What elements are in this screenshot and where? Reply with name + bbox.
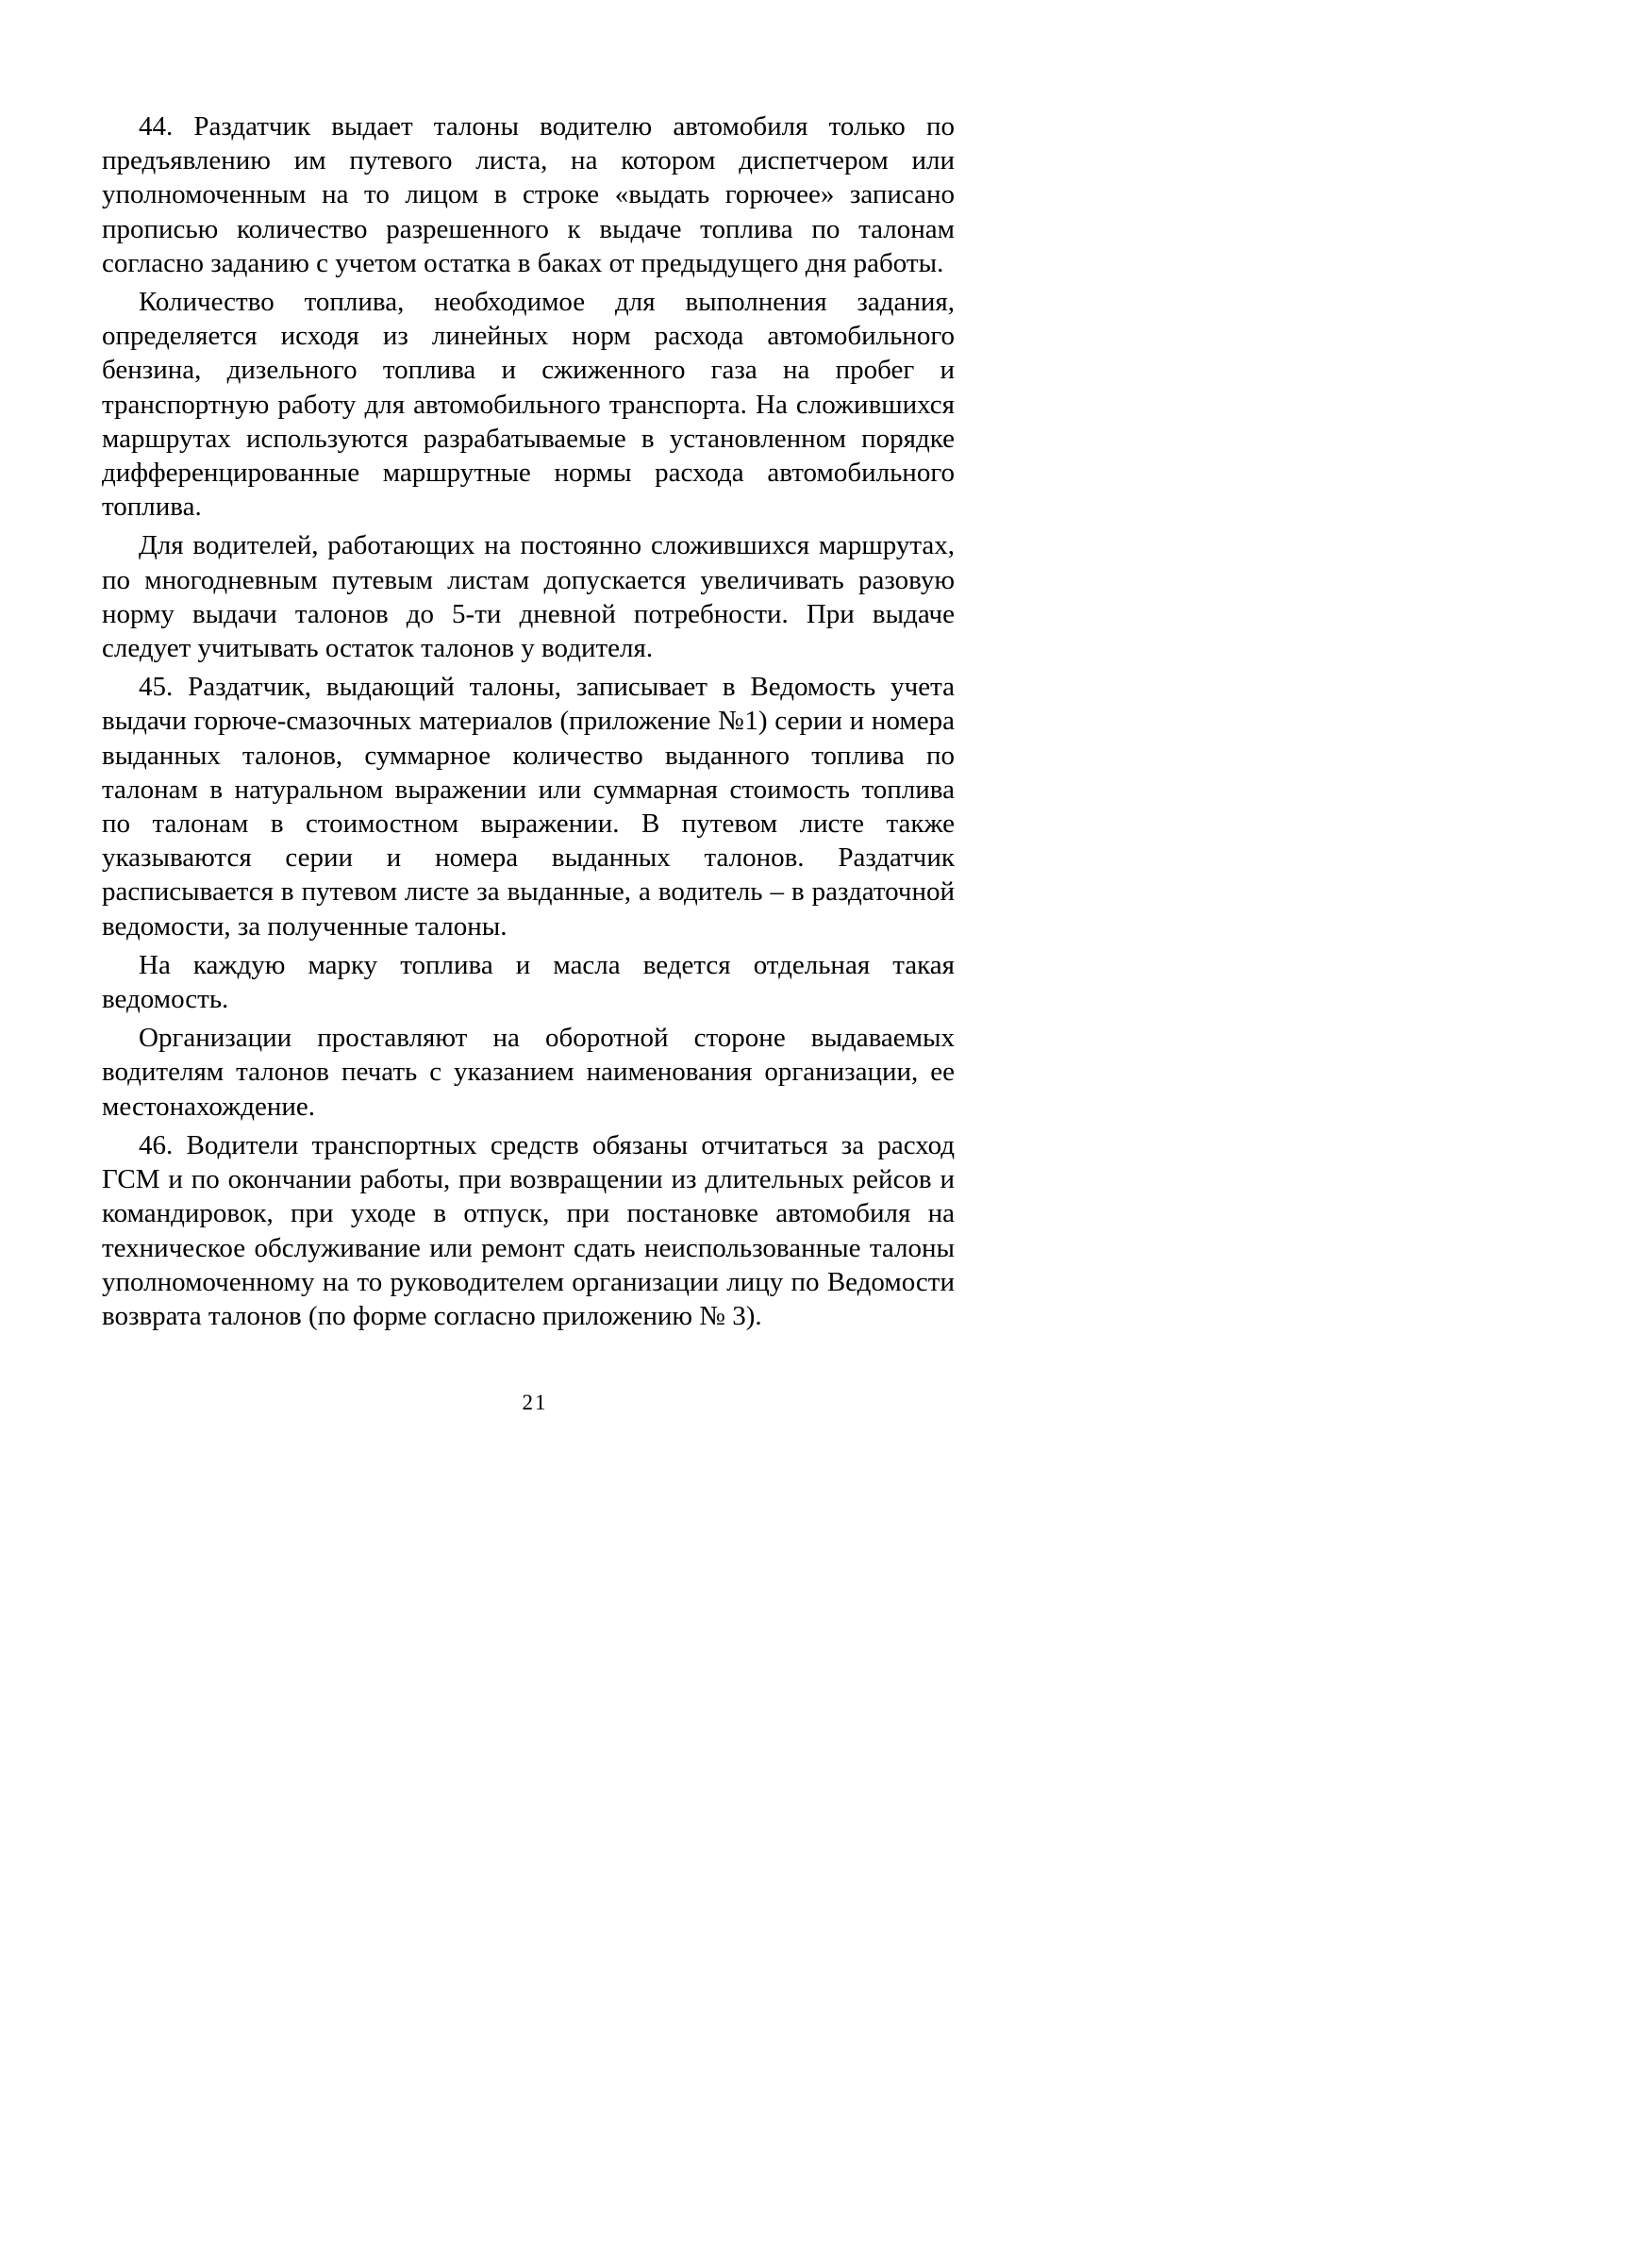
paragraph-46: 46. Водители транспортных средств обязаны отчитаться за расход ГСМ и по окончании работы, при возвращении из длительных рейсов и командировок, при уходе в отпуск, при постановке автомобиля на техническое обслуживание или ремонт сдать неиспользованные талоны уполномоченному на то руководителем организации лицу по Ведомости возврата талонов (по форме согласно приложению № 3). <box>102 1129 955 1331</box>
paragraph-separate-statement: На каждую марку топлива и масла ведется отдельная такая ведомость. <box>102 949 955 1015</box>
body-text <box>102 109 955 1338</box>
document-page <box>0 0 1070 1494</box>
paragraph-45: 45. Раздатчик, выдающий талоны, записывает в Ведомость учета выдачи горюче-смазочных материалов (приложение №1) серии и номера выданных талонов, суммарное количество выданного топлива по талонам в натуральном выражении или суммарная стоимость топлива по талонам в стоимостном выражении. В путевом листе также указываются серии и номера выданных талонов. Раздатчик расписывается в путевом листе за выданные, а водитель – в раздаточной ведомости, за полученные талоны. <box>102 672 955 942</box>
paragraph-multi-day-routes: Для водителей, работающих на постоянно сложившихся маршрутах, по многодневным путевым листам допускается увеличивать разовую норму выдачи талонов до 5-ти дневной потребности. При выдаче следует учитывать остаток талонов у водителя. <box>102 530 955 664</box>
page-number: 21 <box>522 1391 548 1414</box>
paragraph-44: 44. Раздатчик выдает талоны водителю автомобиля только по предъявлению им путевого листа, на котором диспетчером или уполномоченным на то лицом в строке «выдать горючее» записано прописью количество разрешенного к выдаче топлива по талонам согласно заданию с учетом остатка в баках от предыдущего дня работы. <box>102 111 955 278</box>
paragraph-stamp: Организации проставляют на оборотной стороне выдаваемых водителям талонов печать с указанием наименования организации, ее местонахождение. <box>102 1023 955 1122</box>
paragraph-fuel-quantity: Количество топлива, необходимое для выполнения задания, определяется исходя из линейных норм расхода автомобильного бензина, дизельного топлива и сжиженного газа на пробег и транспортную работу для автомобильного транспорта. На сложившихся маршрутах используются разрабатываемые в установленном порядке дифференцированные маршрутные нормы расхода автомобильного топлива. <box>102 287 955 523</box>
